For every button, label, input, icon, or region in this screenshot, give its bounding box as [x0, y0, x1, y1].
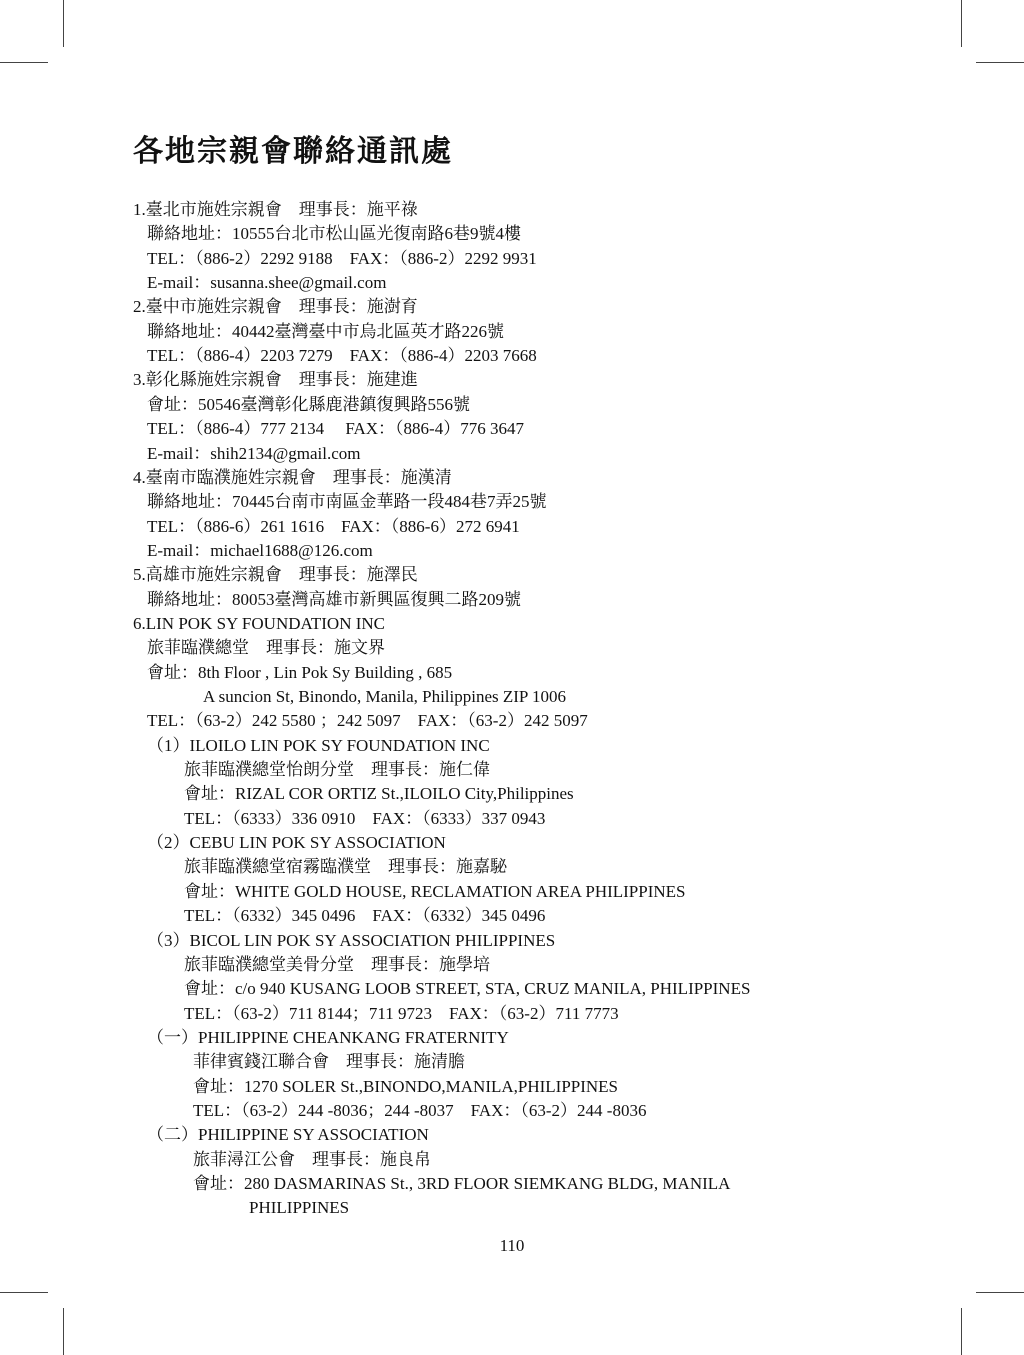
- text-line: 會址：c/o 940 KUSANG LOOB STREET, STA, CRUZ MANILA, PHILIPPINES: [184, 979, 751, 999]
- text-line: TEL：（63-2）242 5580 ；242 5097 FAX：（63-2）242 5097: [147, 711, 588, 731]
- text-line: 會址：1270 SOLER St.,BINONDO,MANILA,PHILIPPINES: [193, 1076, 619, 1096]
- text-line: TEL：（886-4）777 2134 FAX：（886-4）776 3647: [147, 419, 524, 439]
- text-line: 會址：280 DASMARINAS St., 3RD FLOOR SIEMKANG BLDG, MANILA: [193, 1174, 731, 1193]
- text-line: E-mail：shih2134@gmail.com: [147, 443, 361, 463]
- text-line: TEL：（886-2）2292 9188 FAX：（886-2）2292 9931: [147, 248, 537, 268]
- crop-mark: [961, 1308, 962, 1355]
- text-line: 會址：50546臺灣彰化縣鹿港鎮復興路556號: [147, 394, 470, 414]
- crop-mark: [976, 62, 1024, 63]
- text-line: TEL：（886-4）2203 7279 FAX：（886-4）2203 7668: [147, 346, 537, 366]
- crop-mark: [63, 0, 64, 47]
- text-line: 2.臺中市施姓宗親會 理事長：施澍育: [133, 297, 418, 317]
- crop-mark: [63, 1308, 64, 1355]
- page-title: 各地宗親會聯絡通訊處: [133, 134, 453, 169]
- text-line: 聯絡地址：70445台南市南區金華路一段484巷7弄25號: [147, 492, 547, 512]
- text-line: 會址：8th Floor , Lin Pok Sy Building , 685: [147, 662, 453, 682]
- text-line: 會址：WHITE GOLD HOUSE, RECLAMATION AREA PHILIPPINES: [184, 881, 686, 901]
- text-line: 4.臺南市臨濮施姓宗親會 理事長：施漢清: [133, 467, 452, 487]
- text-line: 6.LIN POK SY FOUNDATION INC: [133, 613, 386, 633]
- crop-mark: [976, 1292, 1024, 1293]
- text-line: A suncion St, Binondo, Manila, Philippines ZIP 1006: [203, 687, 566, 706]
- text-line: TEL：（63-2）244 -8036；244 -8037 FAX：（63-2）244 -8036: [193, 1100, 647, 1120]
- text-line: 1.臺北市施姓宗親會 理事長：施平祿: [133, 200, 418, 219]
- text-line: 旅菲臨濮總堂宿霧臨濮堂 理事長：施嘉駜: [184, 857, 507, 877]
- text-line: （一）PHILIPPINE CHEANKANG FRATERNITY: [147, 1027, 509, 1047]
- text-line: E-mail：susanna.shee@gmail.com: [147, 273, 387, 293]
- text-line: （2）CEBU LIN POK SY ASSOCIATION: [147, 833, 446, 853]
- page-number: 110: [499, 1236, 525, 1255]
- text-line: 5.高雄市施姓宗親會 理事長：施澤民: [133, 565, 418, 585]
- text-line: 聯絡地址：40442臺灣臺中市烏北區英才路226號: [147, 321, 504, 341]
- text-line: TEL：（6333）336 0910 FAX：（6333）337 0943: [184, 808, 546, 828]
- text-line: 旅菲潯江公會 理事長：施良帛: [193, 1149, 431, 1169]
- text-line: 旅菲臨濮總堂怡朗分堂 理事長：施仁偉: [184, 760, 490, 780]
- text-line: PHILIPPINES: [249, 1198, 350, 1218]
- text-line: （1）ILOILO LIN POK SY FOUNDATION INC: [147, 735, 490, 755]
- crop-mark: [0, 62, 48, 63]
- text-line: 旅菲臨濮總堂 理事長：施文界: [147, 638, 385, 658]
- text-line: TEL：（63-2）711 8144；711 9723 FAX：（63-2）711 7773: [184, 1003, 619, 1023]
- text-line: （二）PHILIPPINE SY ASSOCIATION: [147, 1125, 429, 1145]
- text-line: TEL：（886-6）261 1616 FAX：（886-6）272 6941: [147, 516, 520, 536]
- text-line: E-mail：michael1688@126.com: [147, 540, 373, 560]
- text-line: TEL：（6332）345 0496 FAX：（6332）345 0496: [184, 906, 546, 926]
- text-line: 3.彰化縣施姓宗親會 理事長：施建進: [133, 370, 418, 390]
- text-line: 聯絡地址：80053臺灣高雄市新興區復興二路209號: [147, 589, 521, 609]
- crop-mark: [961, 0, 962, 47]
- crop-mark: [0, 1292, 48, 1293]
- text-line: （3）BICOL LIN POK SY ASSOCIATION PHILIPPINES: [147, 930, 556, 950]
- text-line: 旅菲臨濮總堂美骨分堂 理事長：施學培: [184, 954, 490, 974]
- text-line: 聯絡地址：10555台北市松山區光復南路6巷9號4樓: [147, 224, 521, 244]
- text-line: 會址：RIZAL COR ORTIZ St.,ILOILO City,Philippines: [184, 784, 574, 804]
- text-line: 菲律賓錢江聯合會 理事長：施清膽: [193, 1052, 465, 1072]
